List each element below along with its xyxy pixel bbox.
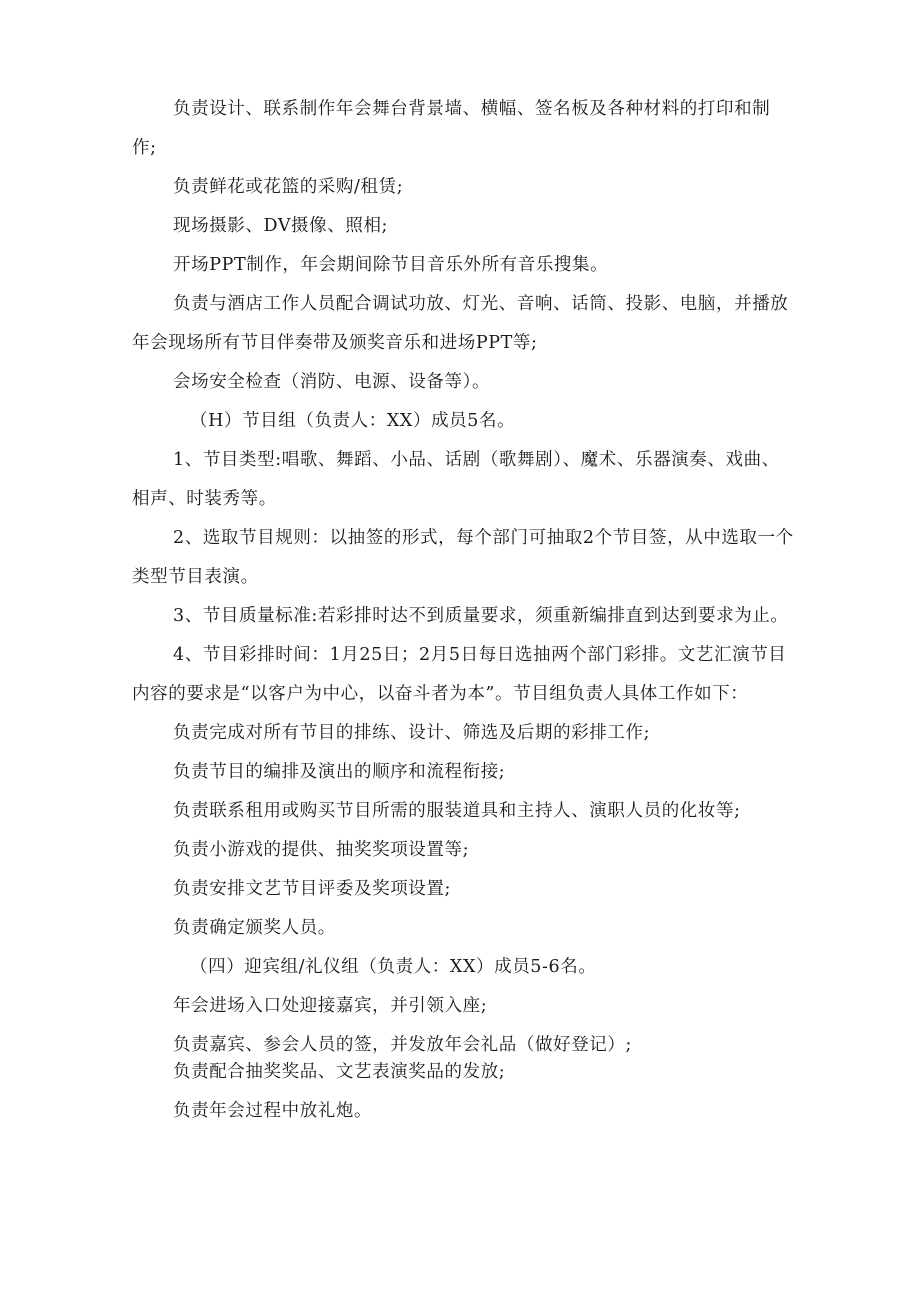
paragraph-salute-cannon: 负责年会过程中放礼炮。	[173, 1101, 373, 1121]
paragraph-judges: 负责安排文艺节目评委及奖项设置;	[173, 879, 451, 899]
paragraph-ppt: 开场PPT制作，年会期间除节目音乐外所有音乐搜集。	[173, 255, 609, 275]
paragraph-signin-gifts: 负责嘉宾、参会人员的签，并发放年会礼品（做好登记）;	[173, 1035, 632, 1055]
paragraph-materials: 负责设计、联系制作年会舞台背景墙、横幅、签名板及各种材料的打印和制作;	[132, 99, 771, 158]
paragraph-prize-distribution: 负责配合抽奖奖品、文艺表演奖品的发放;	[173, 1062, 506, 1082]
paragraph-games: 负责小游戏的提供、抽奖奖项设置等;	[173, 840, 470, 860]
paragraph-program-order: 负责节目的编排及演出的顺序和流程衔接;	[173, 762, 506, 782]
paragraph-costumes: 负责联系租用或购买节目所需的服装道具和主持人、演职人员的化妆等;	[173, 801, 741, 821]
paragraph-presenters: 负责确定颁奖人员。	[173, 918, 336, 938]
section-heading-program: （H）节目组（负责人：XX）成员5名。	[190, 411, 516, 431]
section-heading-reception: （四）迎宾组/礼仪组（负责人：XX）成员5-6名。	[190, 957, 597, 977]
paragraph-quality-standard: 3、节目质量标准:若彩排时达不到质量要求，须重新编排直到达到要求为止。	[173, 606, 789, 626]
paragraph-rehearsal-work: 负责完成对所有节目的排练、设计、筛选及后期的彩排工作;	[173, 723, 651, 743]
paragraph-selection-rules: 2、选取节目规则：以抽签的形式，每个部门可抽取2个节目签，从中选取一个类型节目表演。	[132, 528, 794, 587]
paragraph-rehearsal-time: 4、节目彩排时间：1月25日；2月5日每日选抽两个部门彩排。文艺汇演节目内容的要求是“以客户为中心，以奋斗者为本”。节目组负责人具体工作如下：	[132, 645, 787, 704]
paragraph-welcome-guests: 年会进场入口处迎接嘉宾，并引领入座;	[173, 996, 488, 1016]
paragraph-photography: 现场摄影、DV摄像、照相;	[173, 216, 389, 236]
paragraph-equipment: 负责与酒店工作人员配合调试功放、灯光、音响、话筒、投影、电脑，并播放年会现场所有节目伴奏带及颁奖音乐和进场PPT等;	[132, 294, 789, 353]
paragraph-program-types: 1、节目类型:唱歌、舞蹈、小品、话剧（歌舞剧）、魔术、乐器演奏、戏曲、相声、时装秀等。	[132, 450, 780, 509]
paragraph-flowers: 负责鲜花或花篮的采购/租赁;	[173, 177, 404, 197]
document-page	[132, 90, 794, 1131]
paragraph-safety: 会场安全检查（消防、电源、设备等）。	[173, 372, 491, 392]
